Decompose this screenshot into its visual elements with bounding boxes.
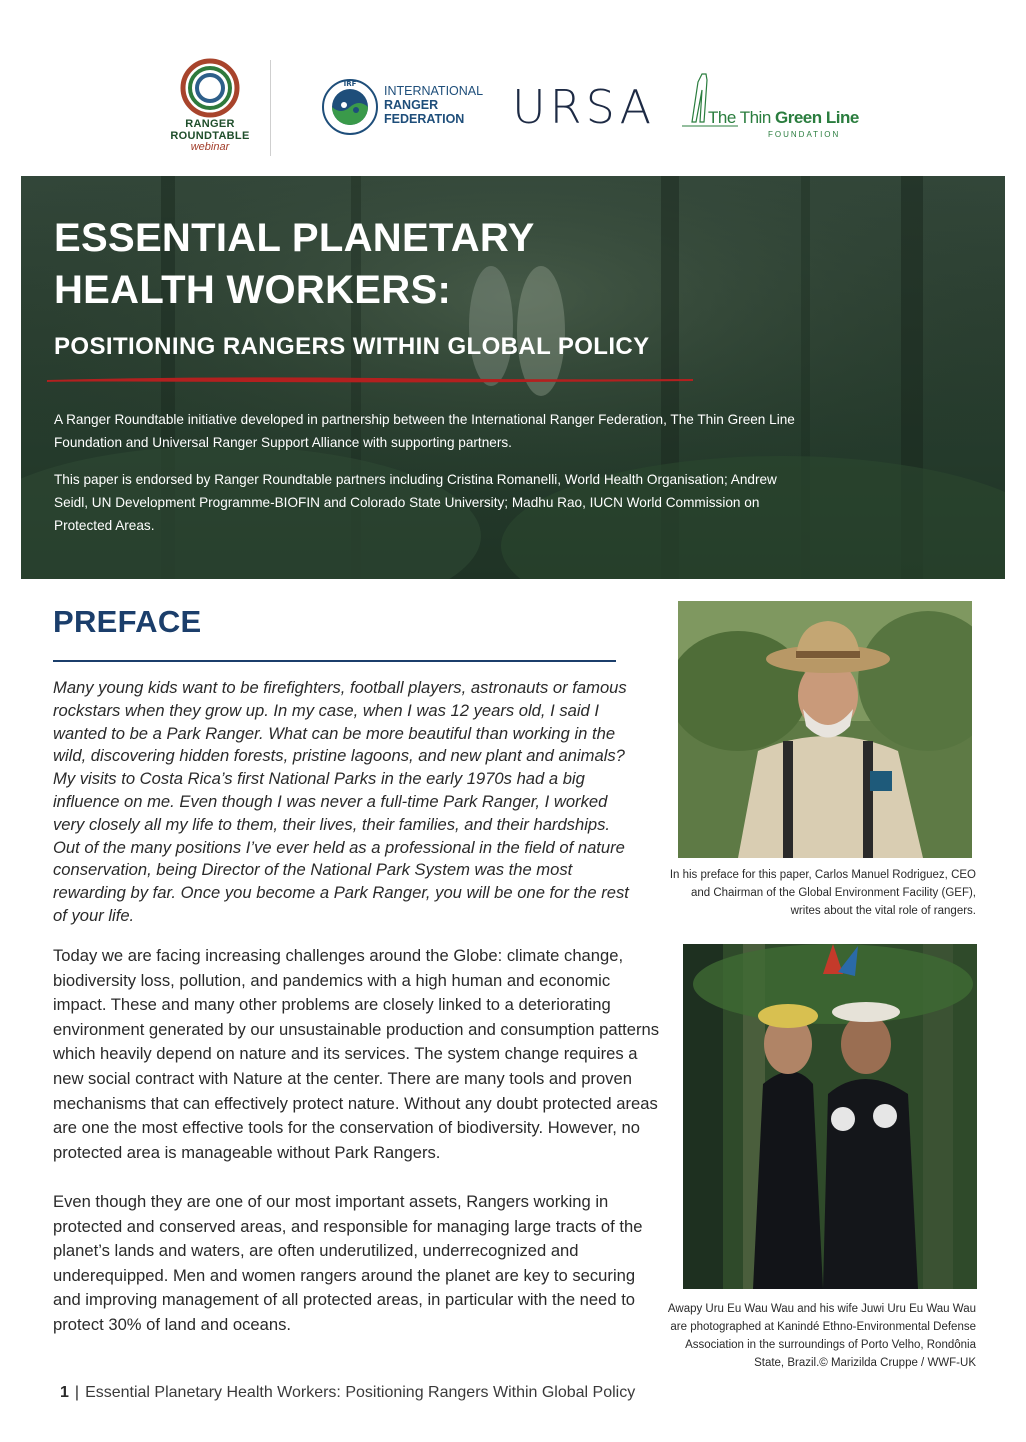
irf-text-international: INTERNATIONAL [384, 84, 484, 98]
red-brush-underline [47, 374, 693, 384]
preface-quote: Many young kids want to be firefighters, football players, astronauts or famous rockstars when they grow up. In my case, when I was 12 years old, I said I wanted to be a Park Ranger. What can be more beautiful than working in the wild, discovering hidden forests, pristine lagoons, and new plant and animals? My visits to Costa Rica’s first National Parks in the early 1970s had a big influence on me. Even though I was never a full-time Park Ranger, I worked very closely all my life to them, their lives, their families, and their hardships. Out of the many positions I’ve ever held as a professional in the field of nature conservation, being Director of the National Park System was the most rewarding by far. Once you become a Park Ranger, you will be one for the rest of your life. [53, 678, 629, 925]
thin-green-line-logo [680, 70, 870, 140]
photo-caption-2: Awapy Uru Eu Wau Wau and his wife Juwi Uru Eu Wau Wau are photographed at Kanindé Ethno-Environmental Defense Association in the surroundings of Porto Velho, Rondônia State, Brazil.© Marizilda Cruppe / WWF-UK [667, 1303, 976, 1369]
ranger-roundtable-ring-icon [180, 58, 240, 118]
hero-endorsement-text: This paper is endorsed by Ranger Roundtable partners including Cristina Romanelli, World Health Organisation; Andrew Seidl, UN Development Programme-BIOFIN and Colorado State University; Madhu Rao, IUCN World Commission on Protected Areas. [54, 472, 777, 533]
page-number: 1 [60, 1384, 69, 1401]
hero-banner [21, 176, 1005, 579]
irf-badge-icon [320, 75, 380, 135]
document-title: ESSENTIAL PLANETARY HEALTH WORKERS: [54, 216, 534, 312]
tgl-foundation-text: FOUNDATION [768, 130, 841, 139]
logo-text-ranger: RANGER [185, 118, 235, 130]
logo-text-roundtable: ROUNDTABLE [170, 130, 250, 142]
preface-rule [53, 660, 616, 662]
footer-title: Essential Planetary Health Workers: Positioning Rangers Within Global Policy [85, 1384, 636, 1401]
irf-badge-text: IRF [343, 80, 357, 88]
irf-text-federation: FEDERATION [384, 112, 465, 126]
tgl-name-part-a: The Thin [708, 108, 776, 127]
photo-caption-1: In his preface for this paper, Carlos Manuel Rodriguez, CEO and Chairman of the Global Environment Facility (GEF), writes about the vital role of rangers. [669, 869, 976, 917]
irf-text-ranger: RANGER [384, 98, 439, 112]
footer-separator: | [74, 1384, 80, 1401]
preface-heading: PREFACE [53, 604, 202, 639]
preface-paragraph-2: Even though they are one of our most important assets, Rangers working in protected and conserved areas, and responsible for managing large tracts of the planet’s lands and waters, are often underutilized, underrecognized and underequipped. Men and women rangers around the planet are key to securing and improving management of all protected areas, in particular with the need to protect 30% of land and oceans. [53, 1192, 643, 1334]
page-footer [60, 1384, 635, 1402]
portrait-photo-carlos-rodriguez [678, 601, 972, 858]
portrait-photo-uru-eu-wau-wau [683, 944, 977, 1289]
logo-divider [270, 60, 271, 156]
tgl-name-part-b: Green Line [775, 108, 859, 127]
document-subtitle: POSITIONING RANGERS WITHIN GLOBAL POLICY [54, 333, 650, 360]
ursa-logo: URSA [512, 80, 656, 134]
logo-text-webinar: webinar [190, 141, 230, 153]
irf-logo [320, 75, 500, 145]
preface-paragraph-1: Today we are facing increasing challenges around the Globe: climate change, biodiversity loss, pollution, and pandemics with a high human and economic impact. These and many other problems are closely linked to a deteriorating environment generated by our unsustainable production and consumption patterns which heavily depend on nature and its services. The system change requires a new social contract with Nature at the center. There are many tools and proven mechanisms that can effectively protect nature. Without any doubt protected areas are one the most effective tools for the conservation of biodiversity. However, no protected area is manageable without Park Rangers. [53, 946, 660, 1162]
ranger-roundtable-logo [170, 58, 250, 153]
hero-partnership-text: A Ranger Roundtable initiative developed in partnership between the International Ranger Federation, The Thin Green Line Foundation and Universal Ranger Support Alliance with supporting partners. [54, 412, 795, 450]
